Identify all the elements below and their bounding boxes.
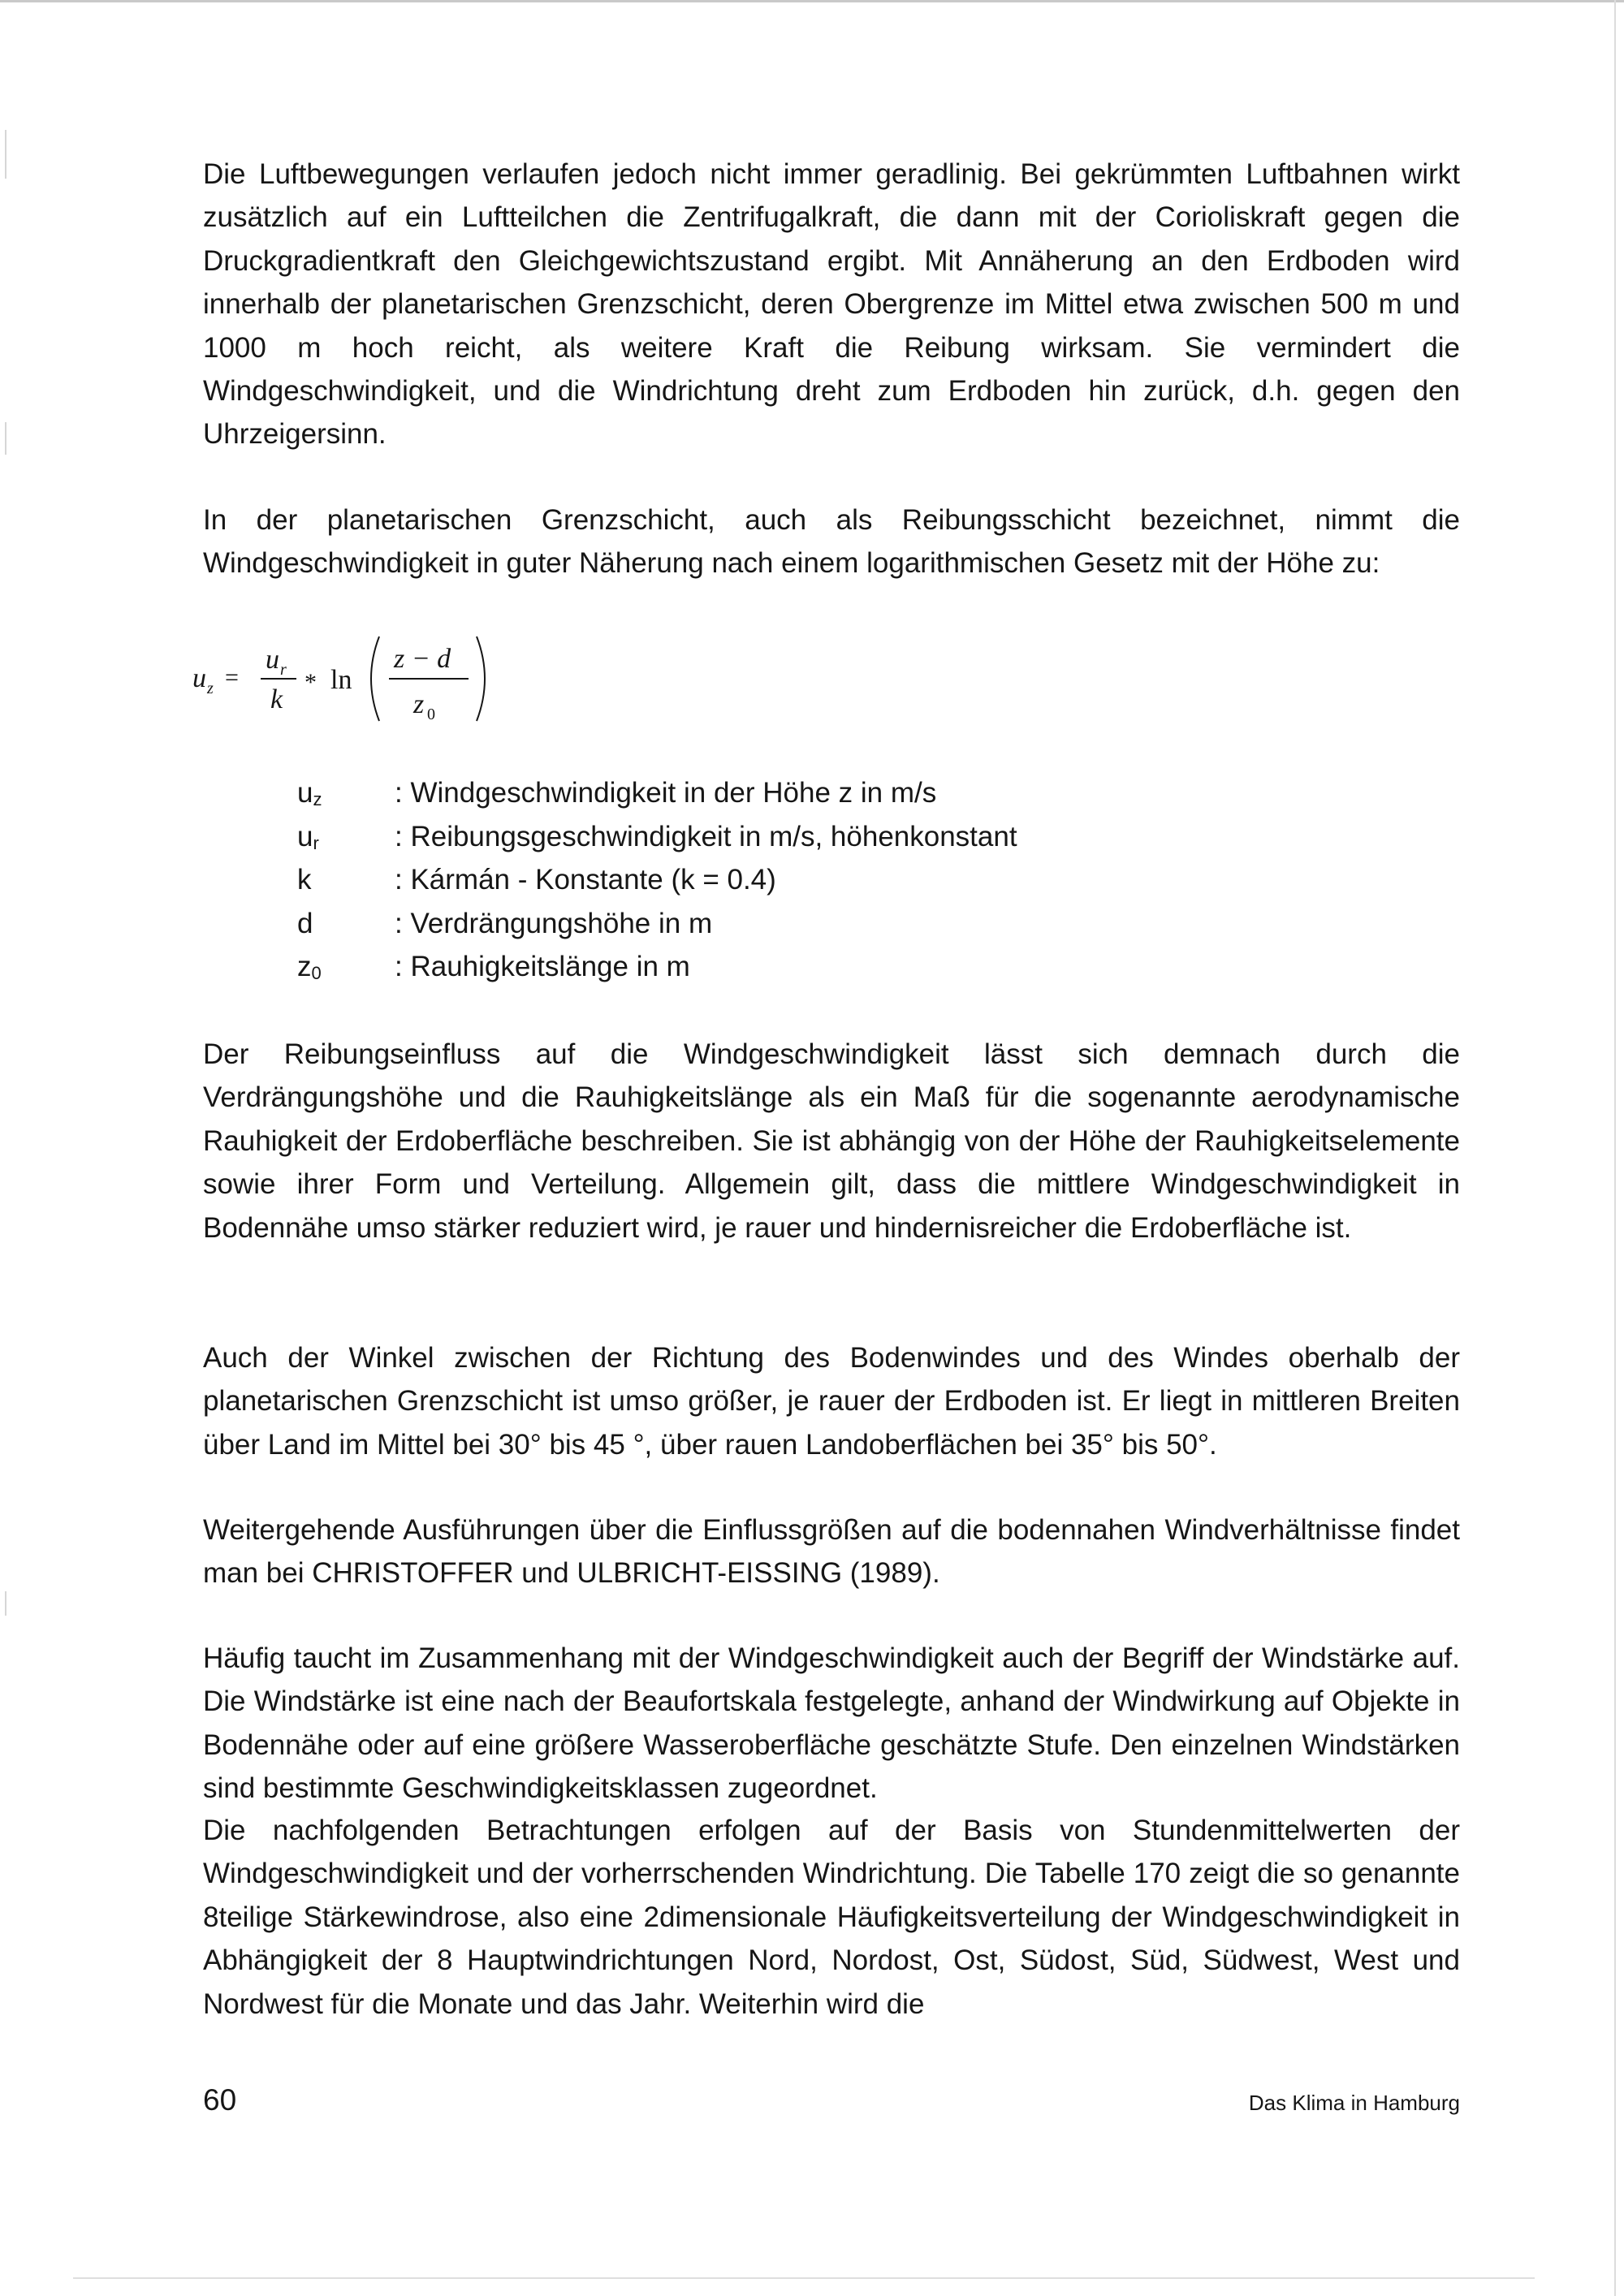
definition-row bbox=[297, 858, 1109, 902]
definition-text: : Reibungsgeschwindigkeit in m/s, höhenkonstant bbox=[395, 820, 1017, 852]
formula-ln: ln bbox=[330, 665, 352, 695]
formula-inner-num: z − d bbox=[394, 644, 451, 674]
symbol: $u_z$ bbox=[297, 777, 322, 809]
formula-times: * bbox=[304, 669, 317, 696]
formula-inner-den: z bbox=[413, 689, 425, 719]
scan-mark bbox=[5, 130, 6, 179]
scan-edge-right bbox=[1614, 0, 1616, 2296]
definition-row bbox=[297, 945, 1109, 989]
formula-inner-den-sub: 0 bbox=[427, 706, 435, 723]
formula-lhs-sub: z bbox=[207, 680, 214, 697]
scan-mark bbox=[5, 422, 6, 455]
definition-text: : Verdrängungshöhe in m bbox=[395, 907, 713, 939]
log-wind-profile-formula bbox=[191, 625, 532, 739]
paragraph-friction-influence: Der Reibungseinfluss auf die Windgeschwindigkeit lässt sich demnach durch die Verdrängungshöhe und die Rauhigkeitslänge als ein Maß für die sogenannte aerodynamische Rauhigkeit der Erdoberfläche beschreiben. Sie ist abhängig von der Höhe der Rauhigkeitselemente sowie ihrer Form und Verteilung. Allgemein gilt, dass die mittlere Windgeschwindigkeit in Bodennähe umso stärker reduziert wird, je rauer und hindernisreicher die Erdoberfläche ist. bbox=[203, 1038, 1460, 1244]
symbol: $z_0$ bbox=[297, 951, 322, 984]
definition-row bbox=[297, 771, 1109, 815]
symbol: $u_r$ bbox=[297, 820, 319, 853]
definition-row bbox=[297, 815, 1109, 859]
formula-den: k bbox=[270, 684, 283, 714]
definition-text: : Kármán - Konstante (k = 0.4) bbox=[395, 864, 776, 896]
scan-edge-top bbox=[0, 0, 1624, 2]
paragraph-wind-rose: Die nachfolgenden Betrachtungen erfolgen auf der Basis von Stundenmittelwerten der Windgeschwindigkeit und der vorherrschenden Windrichtung. Die Tabelle 170 zeigt die so genannte 8teilige Stärkewindrose, also eine 2dimensionale Häufigkeitsverteilung der Windgeschwindigkeit in Abhängigkeit der 8 Hauptwindrichtungen Nord, Nordost, Ost, Südost, Süd, Südwest, West und Nordwest für die Monate und das Jahr. Weiterhin wird die bbox=[203, 1815, 1460, 2020]
paragraph-wind-force: Häufig taucht im Zusammenhang mit der Windgeschwindigkeit auch der Begriff der Windstärke auf. Die Windstärke ist eine nach der Beaufortskala festgelegte, anhand der Windwirkung auf Objekte in Bodennähe oder auf eine größere Wasseroberfläche geschätzte Stufe. Den einzelnen Windstärken sind bestimmte Geschwindigkeitsklassen zugeordnet. bbox=[203, 1642, 1460, 1805]
definition-text: : Rauhigkeitslänge in m bbox=[395, 951, 690, 983]
variable-definitions bbox=[297, 771, 1109, 989]
right-paren bbox=[477, 637, 485, 721]
symbol: d bbox=[297, 907, 313, 939]
definition-row bbox=[297, 902, 1109, 946]
formula-num-sub: r bbox=[280, 661, 287, 679]
paragraph-boundary-layer-intro: In der planetarischen Grenzschicht, auch als Reibungsschicht bezeichnet, nimmt die Windgeschwindigkeit in guter Näherung nach einem logarithmischen Gesetz mit der Höhe zu: bbox=[203, 504, 1460, 580]
definition-text: : Windgeschwindigkeit in der Höhe z in m/s bbox=[395, 777, 937, 809]
paragraph-curved-airflow: Die Luftbewegungen verlaufen jedoch nicht immer geradlinig. Bei gekrümmten Luftbahnen wirkt zusätzlich auf ein Luftteilchen die Zentrifugalkraft, die dann mit der Corioliskraft gegen die Druckgradientkraft den Gleichgewichtszustand ergibt. Mit Annäherung an den Erdboden wird innerhalb der planetarischen Grenzschicht, deren Obergrenze im Mittel etwa zwischen 500 m und 1000 m hoch reicht, als weitere Kraft die Reibung wirksam. Sie vermindert die Windgeschwindigkeit, und die Windrichtung dreht zum Erdboden hin zurück, d.h. gegen den Uhrzeigersinn. bbox=[203, 158, 1460, 451]
document-title: Das Klima in Hamburg bbox=[1248, 2091, 1460, 2115]
formula-lhs: u bbox=[192, 663, 206, 693]
page-number: 60 bbox=[203, 2083, 237, 2117]
paragraph-further-reading: Weitergehende Ausführungen über die Einflussgrößen auf die bodennahen Windverhältnisse findet man bei CHRISTOFFER und ULBRICHT-EISSING (1989). bbox=[203, 1514, 1460, 1590]
formula-num: u bbox=[266, 645, 279, 675]
formula-equals: = bbox=[225, 664, 239, 691]
scan-mark bbox=[5, 1591, 6, 1616]
symbol: k bbox=[297, 864, 312, 896]
paragraph-wind-angle: Auch der Winkel zwischen der Richtung des Bodenwindes und des Windes oberhalb der planetarischen Grenzschicht ist umso größer, je rauer der Erdboden ist. Er liegt in mittleren Breiten über Land im Mittel bei 30° bis 45 °, über rauen Landoberflächen bei 35° bis 50°. bbox=[203, 1342, 1460, 1461]
scan-edge-bottom bbox=[73, 2277, 1535, 2279]
left-paren bbox=[371, 637, 379, 721]
